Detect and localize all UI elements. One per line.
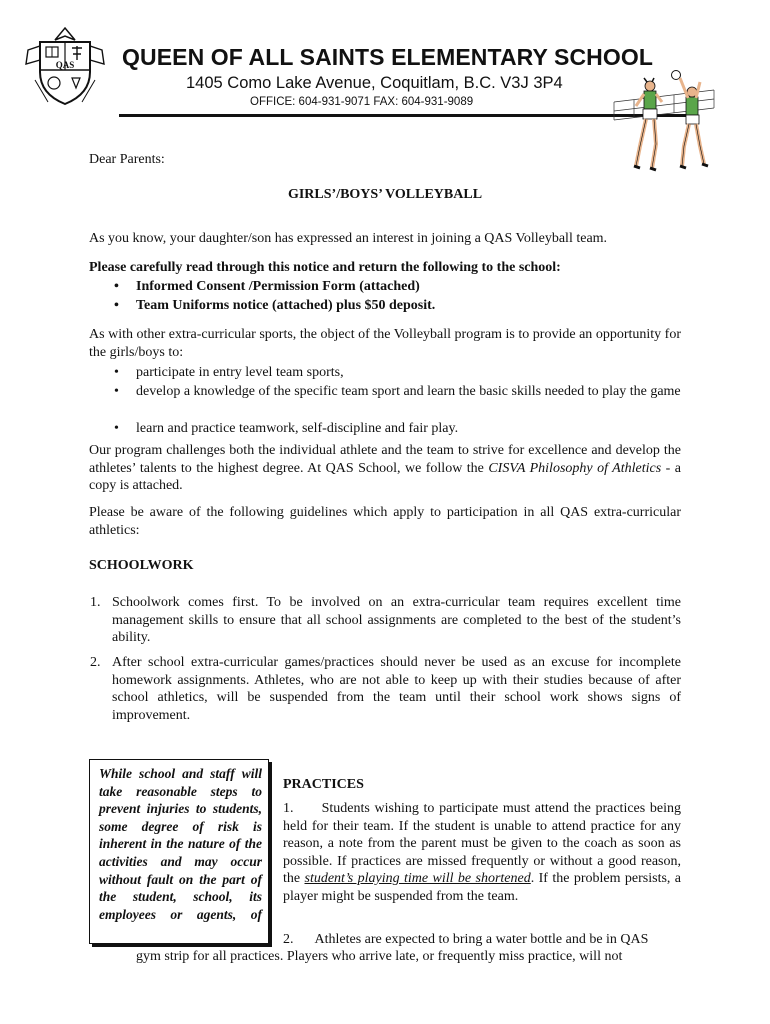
schoolwork-item-text: After school extra-curricular games/practices should never be used as an excuse for incomplete homework assignments. Athletes, who are not able to keep up with their studies because of after school athletics, will be suspended from the team until their school work shows signs of improvement. [112,655,681,723]
crest-text: QAS [55,60,75,70]
school-address: 1405 Como Lake Avenue, Coquitlam, B.C. V3J 3P4 [186,74,563,92]
challenge-text-end: - a copy is attached. [89,460,681,493]
schoolwork-item [90,594,681,647]
return-heading: Please carefully read through this notice and return the following to the school: [89,260,561,275]
school-crest-logo [20,20,110,110]
practice-item-text: Athletes are expected to bring a water bottle and be in QAS [314,932,649,947]
letter-title: GIRLS’/BOYS’ VOLLEYBALL [287,187,483,202]
practice-item-number: 2. [283,932,294,947]
school-contact-numbers: OFFICE: 604-931-9071 FAX: 604-931-9089 [250,96,474,108]
return-item: • Team Uniforms notice (attached) plus $50 deposit. [114,298,436,313]
return-item: • Informed Consent /Permission Form (attached) [114,279,420,294]
practice-item-text-end: . If the problem persists, a player might be suspended from the team. [283,871,682,904]
schoolwork-item-number: 2. [90,655,101,670]
return-item-text: Team Uniforms notice (attached) plus $50 deposit. [136,298,436,313]
practice-item-number: 1. [283,801,294,816]
object-item-text: develop a knowledge of the specific team sport and learn the basic skills needed to play the game [136,384,681,399]
practice-item-continuation: gym strip for all practices. Players who arrive late, or frequently miss practice, will not [136,949,623,964]
object-item: • develop a knowledge of the specific team sport and learn the basic skills needed to play the game [114,384,681,399]
schoolwork-item-number: 1. [90,595,101,610]
challenge-paragraph [89,442,681,495]
guidelines-paragraph: Please be aware of the following guidelines which apply to participation in all QAS extra-curricular athletics: [89,505,681,538]
intro-paragraph: As you know, your daughter/son has expressed an interest in joining a QAS Volleyball team. [89,231,608,246]
object-item-text: participate in entry level team sports, [136,365,344,380]
school-name: QUEEN OF ALL SAINTS ELEMENTARY SCHOOL [122,44,654,70]
object-item: • learn and practice teamwork, self-discipline and fair play. [114,421,459,436]
schoolwork-item-text: Schoolwork comes first. To be involved on an extra-curricular team requires excellent time management skills to ensure that all school assignments are completed to the best of the student’s ability. [112,595,681,645]
object-item: • participate in entry level team sports, [114,365,344,380]
playing-time-warning: student’s playing time will be shortened [304,871,531,886]
volleyball-players-clipart [606,68,726,178]
challenge-text: Our program challenges both the individual athlete and the team to strive for excellence and develop the athletes’ talents to the highest degree. At QAS School, we follow the [89,443,681,476]
schoolwork-item [90,654,681,724]
salutation: Dear Parents: [89,152,165,167]
risk-disclaimer-text: While school and staff will take reasonable steps to prevent injuries to students, some degree of risk is inherent in the nature of the activities and may occur without fault on the part of the student, school, its employees or agents, of [99,766,262,922]
practice-item [283,800,681,905]
cisva-philosophy-title: CISVA Philosophy of Athletics [488,460,662,476]
schoolwork-heading: SCHOOLWORK [89,558,194,573]
practices-heading: PRACTICES [283,777,364,792]
return-item-text: Informed Consent /Permission Form (attached) [136,279,420,294]
risk-disclaimer-box [89,759,269,944]
object-item-text: learn and practice teamwork, self-discipline and fair play. [136,421,459,436]
practice-item [283,931,681,949]
practice-item-text: Students wishing to participate must attend the practices being held for their team. If the student is unable to attend practice for any reason, a note from the parent must be given to the coach as soon as possible. If practices are missed frequently or without a good reason, the [283,801,682,886]
object-paragraph: As with other extra-curricular sports, the object of the Volleyball program is to provide an opportunity for the girls/boys to: [89,327,681,360]
